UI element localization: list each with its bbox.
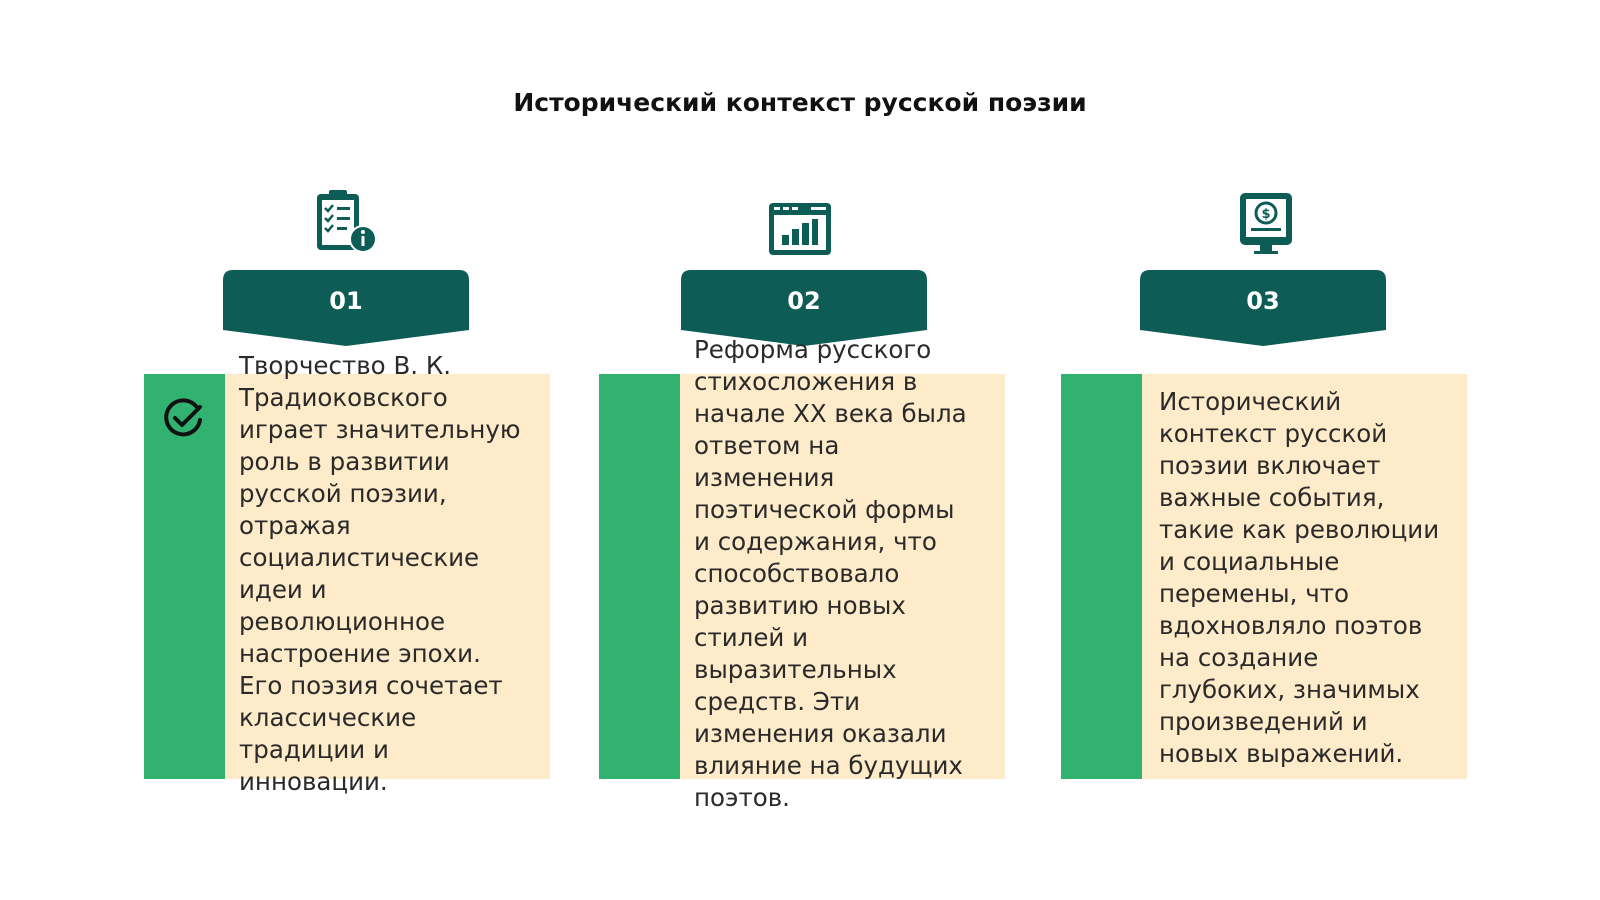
browser-bar-chart-icon [767,197,833,263]
page-title: Исторический контекст русской поэзии [513,88,1087,117]
card-number: 03 [1246,287,1280,315]
card-text: Реформа русского стихосложения в начале XX века была ответом на изменения поэтической формы и содержания, что способствовало развитию новых стилей и выразительных средств. Эти изменения оказали влияние на будущих поэтов. [694,335,967,812]
card-text: Исторический контекст русской поэзии включает важные события, такие как революции и социальные перемены, что вдохновляло поэтов на создание глубоких, значимых произведений и новых выражений. [1159,387,1440,768]
card-number: 01 [329,287,363,315]
tablet-dollar-icon [1234,191,1300,257]
check-circle-icon [162,396,206,440]
card-number: 02 [787,287,821,315]
card-01 [144,0,554,900]
card-03 [1061,0,1471,900]
green-accent-bar [144,374,225,779]
svg-text:$: $ [1261,207,1271,222]
card-02 [599,0,1009,900]
green-accent-bar [1061,374,1142,779]
clipboard-checklist-info-icon [312,189,378,255]
green-accent-bar [599,374,680,779]
banner-03 [1140,270,1386,346]
banner-01 [223,270,469,346]
card-text: Творчество В. К. Традиоковского играет значительную роль в развитии русской поэзии, отражая социалистические идеи и революционное настроение эпохи. Его поэзия сочетает классические традиции и инновации. [239,351,521,796]
